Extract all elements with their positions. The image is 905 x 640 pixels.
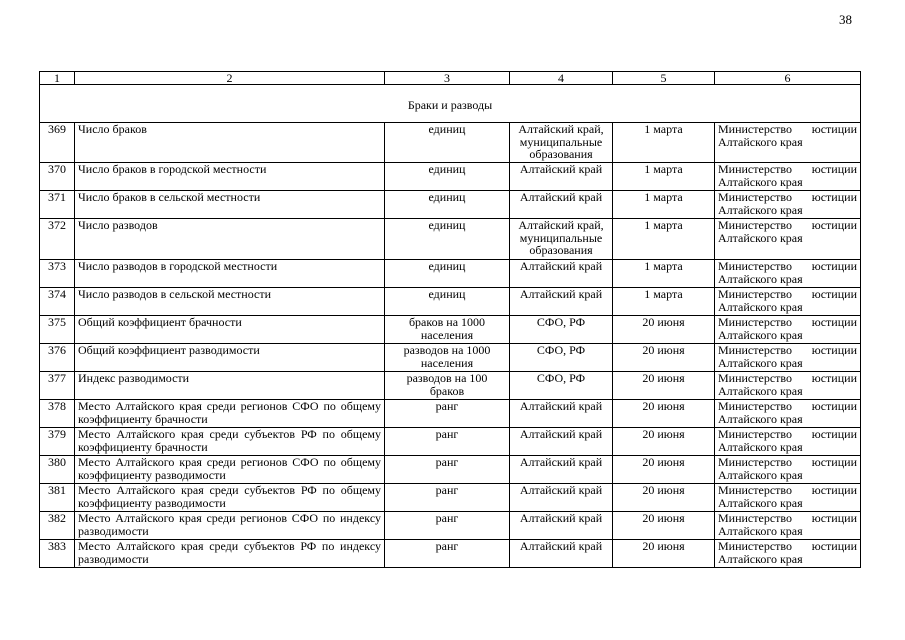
deadline-date: 1 марта	[613, 219, 715, 260]
responsible-organization: Министерство юстиции Алтайского края	[715, 260, 861, 288]
indicator-name: Место Алтайского края среди регионов СФО по индексу разводимости	[75, 512, 385, 540]
row-number: 379	[40, 428, 75, 456]
responsible-organization: Министерство юстиции Алтайского края	[715, 512, 861, 540]
table-row	[40, 400, 861, 428]
table-row	[40, 344, 861, 372]
unit-of-measure: единиц	[385, 260, 510, 288]
territory: Алтайский край	[510, 484, 613, 512]
deadline-date: 20 июня	[613, 540, 715, 568]
row-number: 382	[40, 512, 75, 540]
deadline-date: 20 июня	[613, 456, 715, 484]
table-row	[40, 540, 861, 568]
responsible-organization: Министерство юстиции Алтайского края	[715, 484, 861, 512]
unit-of-measure: разводов на 1000 населения	[385, 344, 510, 372]
responsible-organization: Министерство юстиции Алтайского края	[715, 400, 861, 428]
territory: Алтайский край	[510, 260, 613, 288]
territory: Алтайский край	[510, 512, 613, 540]
unit-of-measure: единиц	[385, 219, 510, 260]
row-number: 373	[40, 260, 75, 288]
deadline-date: 20 июня	[613, 400, 715, 428]
indicator-name: Общий коэффициент разводимости	[75, 344, 385, 372]
column-header: 3	[385, 72, 510, 85]
row-number: 378	[40, 400, 75, 428]
table-row	[40, 123, 861, 163]
row-number: 376	[40, 344, 75, 372]
deadline-date: 1 марта	[613, 163, 715, 191]
territory: Алтайский край	[510, 400, 613, 428]
table-row	[40, 288, 861, 316]
row-number: 374	[40, 288, 75, 316]
deadline-date: 20 июня	[613, 344, 715, 372]
responsible-organization: Министерство юстиции Алтайского края	[715, 288, 861, 316]
row-number: 377	[40, 372, 75, 400]
territory: Алтайский край, муниципальные образования	[510, 219, 613, 260]
unit-of-measure: ранг	[385, 400, 510, 428]
deadline-date: 20 июня	[613, 512, 715, 540]
column-header: 5	[613, 72, 715, 85]
territory: Алтайский край	[510, 288, 613, 316]
unit-of-measure: единиц	[385, 163, 510, 191]
indicator-name: Число браков в сельской местности	[75, 191, 385, 219]
column-numbers-row	[40, 72, 861, 85]
table-row	[40, 428, 861, 456]
unit-of-measure: единиц	[385, 191, 510, 219]
responsible-organization: Министерство юстиции Алтайского края	[715, 163, 861, 191]
page-number: 38	[839, 12, 852, 27]
responsible-organization: Министерство юстиции Алтайского края	[715, 372, 861, 400]
table-row	[40, 316, 861, 344]
responsible-organization: Министерство юстиции Алтайского края	[715, 540, 861, 568]
unit-of-measure: ранг	[385, 512, 510, 540]
indicators-table	[39, 71, 861, 568]
column-header: 1	[40, 72, 75, 85]
territory: Алтайский край	[510, 456, 613, 484]
indicator-name: Общий коэффициент брачности	[75, 316, 385, 344]
unit-of-measure: браков на 1000 населения	[385, 316, 510, 344]
table-row	[40, 191, 861, 219]
section-title: Браки и разводы	[40, 85, 861, 123]
table-row	[40, 512, 861, 540]
table-row	[40, 260, 861, 288]
indicator-name: Число разводов	[75, 219, 385, 260]
unit-of-measure: ранг	[385, 484, 510, 512]
territory: СФО, РФ	[510, 372, 613, 400]
row-number: 381	[40, 484, 75, 512]
unit-of-measure: ранг	[385, 456, 510, 484]
territory: Алтайский край	[510, 163, 613, 191]
table-row	[40, 163, 861, 191]
unit-of-measure: единиц	[385, 288, 510, 316]
responsible-organization: Министерство юстиции Алтайского края	[715, 219, 861, 260]
deadline-date: 20 июня	[613, 428, 715, 456]
responsible-organization: Министерство юстиции Алтайского края	[715, 191, 861, 219]
indicator-name: Место Алтайского края среди субъектов РФ по индексу разводимости	[75, 540, 385, 568]
indicator-name: Индекс разводимости	[75, 372, 385, 400]
column-header: 4	[510, 72, 613, 85]
territory: Алтайский край	[510, 428, 613, 456]
unit-of-measure: разводов на 100 браков	[385, 372, 510, 400]
section-row	[40, 85, 861, 123]
deadline-date: 1 марта	[613, 123, 715, 163]
indicator-name: Число браков в городской местности	[75, 163, 385, 191]
row-number: 375	[40, 316, 75, 344]
deadline-date: 20 июня	[613, 372, 715, 400]
row-number: 371	[40, 191, 75, 219]
table-row	[40, 456, 861, 484]
row-number: 369	[40, 123, 75, 163]
indicator-name: Число разводов в сельской местности	[75, 288, 385, 316]
unit-of-measure: единиц	[385, 123, 510, 163]
deadline-date: 20 июня	[613, 484, 715, 512]
responsible-organization: Министерство юстиции Алтайского края	[715, 456, 861, 484]
responsible-organization: Министерство юстиции Алтайского края	[715, 344, 861, 372]
responsible-organization: Министерство юстиции Алтайского края	[715, 428, 861, 456]
column-header: 6	[715, 72, 861, 85]
indicator-name: Место Алтайского края среди субъектов РФ по общему коэффициенту разводимости	[75, 484, 385, 512]
indicator-name: Место Алтайского края среди регионов СФО по общему коэффициенту разводимости	[75, 456, 385, 484]
responsible-organization: Министерство юстиции Алтайского края	[715, 123, 861, 163]
row-number: 372	[40, 219, 75, 260]
deadline-date: 1 марта	[613, 260, 715, 288]
unit-of-measure: ранг	[385, 428, 510, 456]
table-row	[40, 372, 861, 400]
row-number: 380	[40, 456, 75, 484]
indicator-name: Число разводов в городской местности	[75, 260, 385, 288]
territory: СФО, РФ	[510, 344, 613, 372]
territory: Алтайский край, муниципальные образования	[510, 123, 613, 163]
column-header: 2	[75, 72, 385, 85]
responsible-organization: Министерство юстиции Алтайского края	[715, 316, 861, 344]
territory: Алтайский край	[510, 191, 613, 219]
deadline-date: 1 марта	[613, 288, 715, 316]
deadline-date: 20 июня	[613, 316, 715, 344]
row-number: 383	[40, 540, 75, 568]
deadline-date: 1 марта	[613, 191, 715, 219]
unit-of-measure: ранг	[385, 540, 510, 568]
territory: СФО, РФ	[510, 316, 613, 344]
indicator-name: Место Алтайского края среди субъектов РФ по общему коэффициенту брачности	[75, 428, 385, 456]
table-row	[40, 219, 861, 260]
indicator-name: Число браков	[75, 123, 385, 163]
indicator-name: Место Алтайского края среди регионов СФО по общему коэффициенту брачности	[75, 400, 385, 428]
table-row	[40, 484, 861, 512]
row-number: 370	[40, 163, 75, 191]
territory: Алтайский край	[510, 540, 613, 568]
